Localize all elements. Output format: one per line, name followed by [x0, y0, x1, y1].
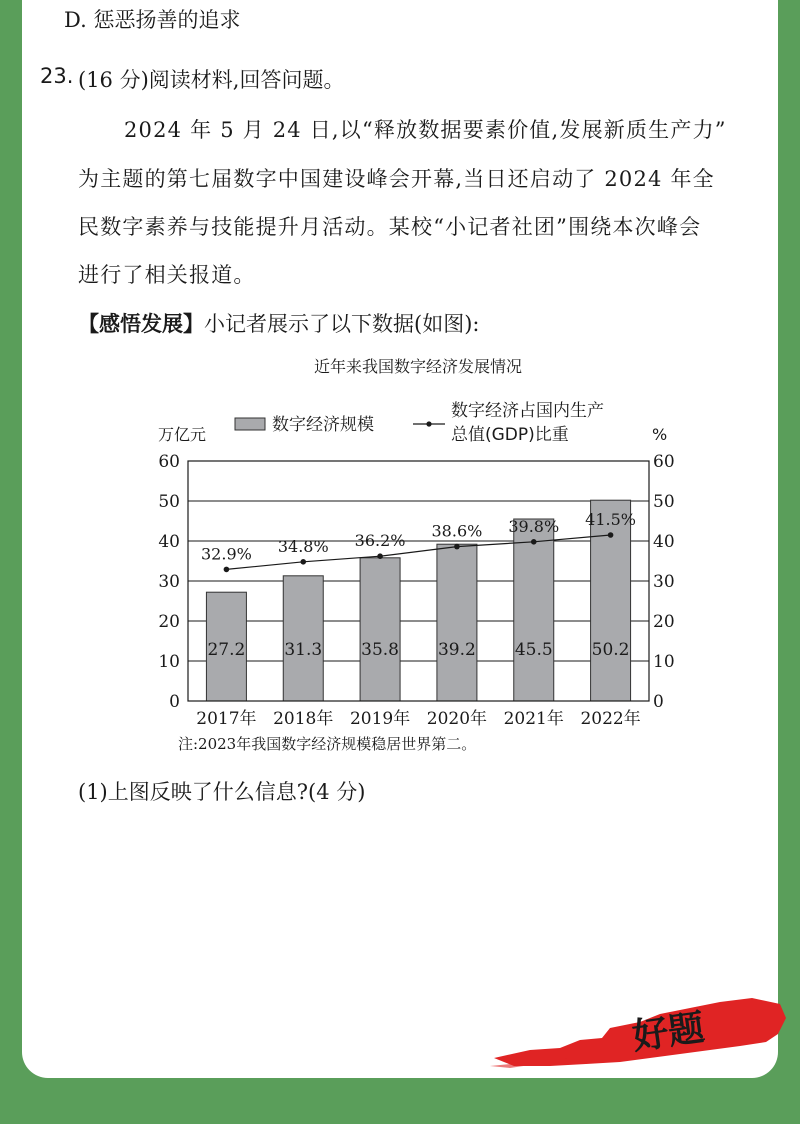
- bar-value-label: 39.2: [437, 640, 476, 660]
- bar-value-label: 45.5: [514, 640, 553, 660]
- bar: [591, 500, 631, 701]
- y-right-tick-label: 50: [653, 492, 675, 512]
- bar: [283, 576, 323, 701]
- y-right-tick-label: 40: [653, 532, 675, 552]
- y-right-tick-label: 10: [653, 652, 675, 672]
- paragraph-line: 为主题的第七届数字中国建设峰会开幕,当日还启动了 2024 年全: [78, 167, 715, 191]
- y-right-tick-label: 60: [653, 452, 675, 472]
- bar: [437, 544, 477, 701]
- good-question-stamp: [490, 988, 790, 1072]
- bar: [514, 519, 554, 701]
- y-left-tick-label: 20: [158, 612, 180, 632]
- paragraph-line: 民数字素养与技能提升月活动。某校“小记者社团”围绕本次峰会: [78, 215, 702, 239]
- y-left-tick-label: 10: [158, 652, 180, 672]
- y-right-tick-label: 0: [653, 692, 664, 712]
- line-point: [531, 539, 537, 545]
- bar-value-label: 27.2: [207, 640, 246, 660]
- legend-bar-label: 数字经济规模: [272, 415, 374, 435]
- legend-line-label-1: 数字经济占国内生产: [451, 401, 604, 421]
- x-tick-label: 2020年: [426, 709, 488, 729]
- line-point: [224, 567, 230, 573]
- chart-title: 近年来我国数字经济发展情况: [313, 357, 523, 376]
- paragraph-line: 2024 年 5 月 24 日,以“释放数据要素价值,发展新质生产力”: [124, 118, 727, 142]
- bar-value-label: 50.2: [591, 640, 630, 660]
- line-point: [608, 532, 614, 538]
- legend-line-label-2: 总值(GDP)比重: [451, 425, 569, 445]
- sub-question: (1)上图反映了什么信息?(4 分): [78, 780, 366, 804]
- section-text: 小记者展示了以下数据(如图):: [204, 312, 480, 336]
- y-left-tick-label: 0: [169, 692, 180, 712]
- y-left-tick-label: 60: [158, 452, 180, 472]
- chart-note: 注:2023年我国数字经济规模稳居世界第二。: [178, 735, 477, 753]
- bar-value-label: 35.8: [361, 640, 400, 660]
- question-number: 23.: [40, 64, 74, 88]
- section-label: 【感悟发展】: [78, 312, 204, 336]
- line-value-label: 36.2%: [354, 531, 406, 551]
- bar-value-label: 31.3: [284, 640, 323, 660]
- line-value-label: 38.6%: [431, 521, 483, 541]
- y-left-tick-label: 30: [158, 572, 180, 592]
- y-right-tick-label: 20: [653, 612, 675, 632]
- x-tick-label: 2018年: [273, 709, 334, 729]
- legend-bar-swatch: [235, 418, 265, 430]
- y-left-axis-label: 万亿元: [158, 425, 207, 444]
- x-tick-label: 2017年: [196, 709, 257, 729]
- line-value-label: 41.5%: [585, 510, 636, 529]
- line-point: [454, 544, 460, 550]
- line-value-label: 39.8%: [508, 516, 560, 536]
- question-header: (16 分)阅读材料,回答问题。: [78, 68, 345, 92]
- line-point: [377, 553, 383, 559]
- x-tick-label: 2019年: [349, 709, 411, 729]
- x-tick-label: 2022年: [580, 709, 641, 729]
- line-point: [300, 559, 306, 565]
- y-right-tick-label: 30: [653, 572, 675, 592]
- y-left-tick-label: 40: [158, 532, 180, 552]
- stamp-text: 好题: [629, 1007, 707, 1059]
- line-value-label: 32.9%: [201, 544, 252, 564]
- paragraph-line: 进行了相关报道。: [78, 263, 256, 287]
- option-d-text: D. 惩恶扬善的追求: [64, 8, 241, 32]
- legend-line-marker: [426, 421, 431, 426]
- y-left-tick-label: 50: [158, 492, 180, 512]
- bar: [360, 558, 400, 701]
- y-right-axis-label: %: [652, 425, 668, 444]
- x-tick-label: 2021年: [503, 709, 564, 729]
- line-value-label: 34.8%: [277, 536, 329, 556]
